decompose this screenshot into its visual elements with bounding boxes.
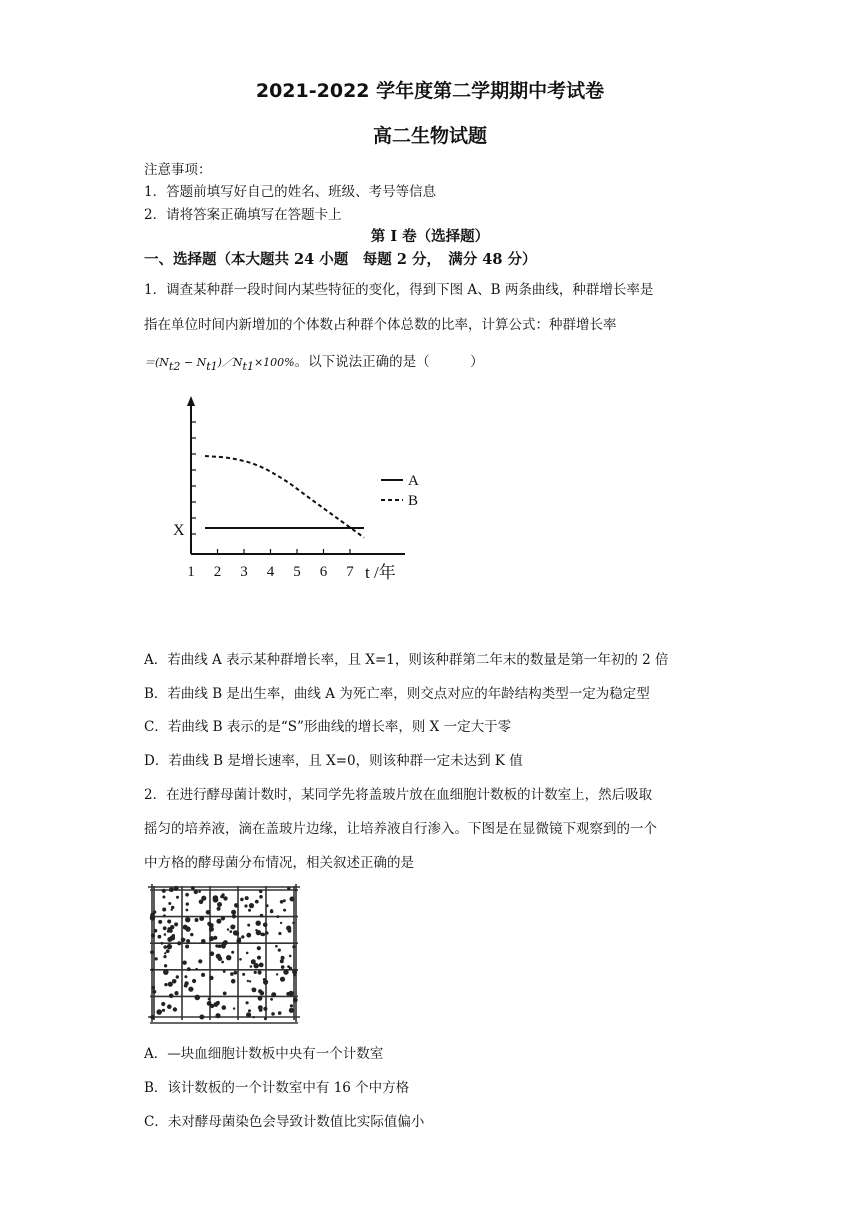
yeast-cell — [277, 915, 280, 918]
yeast-cell — [151, 986, 155, 990]
q1-stem-line2: 指在单位时间内新增加的个体数占种群个体总数的比率，计算公式：种群增长率 — [144, 317, 617, 333]
yeast-cell — [199, 1015, 204, 1020]
yeast-cell — [259, 963, 264, 968]
yeast-cell — [234, 971, 238, 975]
yeast-cell — [256, 921, 261, 926]
yeast-cell — [206, 910, 211, 915]
yeast-cell — [292, 945, 295, 948]
yeast-cell — [199, 916, 204, 921]
yeast-cell — [167, 1004, 172, 1009]
yeast-cell — [276, 973, 278, 975]
q1-option-c: C．若曲线 B 表示的是“S”形曲线的增长率，则 X 一定大于零 — [144, 719, 512, 735]
yeast-cell — [223, 896, 227, 900]
yeast-cell — [185, 945, 189, 949]
yeast-cell — [278, 1011, 282, 1015]
yeast-cell — [170, 925, 174, 929]
q2-stem-line3: 中方格的酵母菌分布情况，相关叙述正确的是 — [144, 855, 414, 871]
yeast-cell — [281, 965, 285, 969]
q1-formula-line — [144, 350, 484, 373]
yeast-cell — [217, 1001, 220, 1004]
q1-stem-line1: 1．调查某种群一段时间内某些特征的变化，得到下图 A、B 两条曲线，种群增长率是 — [144, 282, 654, 298]
yeast-cell — [163, 926, 167, 930]
yeast-cell — [248, 1009, 251, 1012]
yeast-cell — [216, 919, 221, 924]
yeast-cell — [265, 931, 269, 935]
yeast-cell — [258, 996, 263, 1001]
q2-option-c: C．未对酵母菌染色会导致计数值比实际值偏小 — [144, 1114, 425, 1130]
yeast-cell — [229, 930, 232, 933]
yeast-cell — [293, 974, 296, 977]
yeast-cell — [186, 902, 189, 905]
yeast-cell — [255, 900, 259, 904]
yeast-cell — [185, 926, 190, 931]
yeast-cell — [264, 1017, 267, 1020]
yeast-cell — [263, 1007, 267, 1011]
yeast-cell — [290, 897, 295, 902]
yeast-cell — [257, 956, 261, 960]
yeast-cell — [232, 914, 236, 918]
formula-n-t1-denominator: N — [232, 356, 243, 369]
x-tick-label: 1 — [187, 564, 195, 580]
yeast-cell — [198, 890, 201, 893]
yeast-cell — [190, 933, 193, 936]
yeast-cell — [233, 1007, 235, 1009]
yeast-cell — [233, 925, 236, 928]
yeast-cell — [186, 909, 189, 912]
yeast-cell — [191, 886, 195, 890]
yeast-cell — [168, 982, 173, 987]
yeast-cell — [286, 926, 291, 931]
yeast-cell — [223, 970, 226, 973]
x-tick-label: 4 — [266, 564, 275, 580]
yeast-cell — [258, 970, 262, 974]
legend-b-label: B — [408, 493, 419, 509]
notice-item-1: 1．答题前填写好自己的姓名、班级、考号等信息 — [144, 184, 437, 200]
yeast-cell — [280, 959, 284, 963]
yeast-cell — [217, 907, 221, 911]
yeast-cell — [254, 971, 257, 974]
section-title: 一、选择题（本大题共 24 小题 每题 2 分， 满分 48 分） — [144, 251, 537, 268]
yeast-cell — [162, 1009, 165, 1012]
yeast-cell — [155, 957, 158, 960]
yeast-cell — [199, 900, 204, 905]
yeast-cell — [227, 928, 229, 930]
yeast-cell — [169, 994, 174, 999]
formula-n-t2: N — [159, 356, 169, 369]
yeast-cell — [266, 904, 269, 907]
yeast-cell — [213, 895, 219, 901]
formula-divide: )／ — [217, 356, 233, 369]
yeast-cell — [278, 949, 281, 952]
yeast-cell — [169, 887, 174, 892]
yeast-cell — [231, 979, 236, 984]
legend-a-label: A — [408, 473, 419, 489]
part-title: 第 I 卷（选择题） — [370, 228, 490, 245]
yeast-cell — [280, 977, 285, 982]
yeast-cell — [183, 938, 186, 941]
q1-option-d: D．若曲线 B 是增长速率，且 X=0，则该种群一定未达到 K 值 — [144, 753, 523, 769]
x-tick-label: 6 — [319, 564, 328, 580]
hemocytometer-grid-image — [148, 884, 300, 1024]
yeast-cell — [280, 922, 282, 924]
y-marker-label-x: X — [173, 522, 185, 539]
yeast-cell — [174, 991, 178, 995]
yeast-cell — [270, 998, 273, 1001]
yeast-cell — [163, 945, 167, 949]
yeast-cell — [167, 920, 171, 924]
yeast-cell — [221, 916, 225, 920]
yeast-cell — [171, 906, 174, 909]
yeast-cell — [283, 909, 286, 912]
yeast-cell — [198, 959, 202, 963]
y-axis-arrow — [187, 396, 195, 406]
yeast-cell — [283, 899, 286, 902]
yeast-cell — [174, 886, 179, 891]
yeast-cell — [240, 898, 244, 902]
yeast-cell — [163, 969, 169, 975]
yeast-cell — [158, 920, 162, 924]
yeast-cell — [164, 933, 167, 936]
yeast-cell — [195, 995, 201, 1001]
yeast-cell — [176, 896, 179, 899]
q1-option-a: A．若曲线 A 表示某种群增长率，且 X=1，则该种群第二年末的数量是第一年初的 2 倍 — [144, 652, 669, 668]
yeast-cell — [207, 1001, 212, 1006]
yeast-cell — [263, 980, 268, 985]
x-tick-label: 7 — [346, 564, 354, 580]
yeast-cell — [270, 910, 274, 914]
yeast-cell — [208, 998, 211, 1001]
yeast-cell — [246, 933, 251, 938]
yeast-cell — [290, 1004, 293, 1007]
yeast-cell — [187, 967, 191, 971]
yeast-cell — [165, 983, 168, 986]
yeast-cell — [186, 939, 190, 943]
yeast-cell — [259, 890, 263, 894]
yeast-cell — [174, 922, 178, 926]
yeast-cell — [258, 1005, 263, 1010]
yeast-cell — [249, 980, 251, 982]
yeast-cell — [247, 924, 250, 927]
yeast-cell — [167, 944, 172, 949]
yeast-cell — [248, 909, 251, 912]
series-b-line — [205, 456, 364, 538]
yeast-cell — [223, 992, 227, 996]
exam-title: 2021-2022 学年度第二学期期中考试卷 — [255, 80, 605, 102]
yeast-cell — [263, 923, 268, 928]
yeast-cell — [239, 937, 242, 940]
yeast-cell — [275, 945, 278, 948]
yeast-cell — [172, 979, 177, 984]
yeast-cell — [260, 991, 265, 996]
yeast-cell — [217, 902, 222, 907]
yeast-cell — [185, 917, 190, 922]
yeast-cell — [177, 941, 181, 945]
x-tick-label: 3 — [240, 564, 248, 580]
yeast-cell — [251, 959, 256, 964]
yeast-cell — [156, 1009, 162, 1015]
yeast-cell — [242, 973, 245, 976]
yeast-cell — [234, 903, 239, 908]
yeast-cell — [162, 908, 166, 912]
yeast-cell — [218, 956, 223, 961]
notice-heading: 注意事项： — [144, 162, 212, 178]
yeast-cell — [283, 969, 288, 974]
q1-stem-ending: 。以下说法正确的是（ ） — [294, 354, 484, 370]
formula-sub-t2: t2 — [168, 360, 181, 374]
yeast-cell — [173, 1007, 177, 1011]
yeast-cell — [233, 930, 238, 935]
yeast-cell — [231, 910, 236, 915]
yeast-cell — [250, 965, 253, 968]
yeast-cell — [201, 973, 205, 977]
yeast-cell — [185, 893, 189, 897]
yeast-cell — [164, 964, 167, 967]
yeast-cell — [195, 918, 199, 922]
yeast-cell — [163, 955, 166, 958]
yeast-cell — [221, 961, 224, 964]
yeast-cell — [249, 903, 254, 908]
q1-option-b: B．若曲线 B 是出生率，曲线 A 为死亡率，则交点对应的年龄结构类型一定为稳定型 — [144, 686, 650, 702]
yeast-cell — [215, 1013, 220, 1018]
yeast-cell — [271, 992, 276, 997]
yeast-cell — [259, 895, 263, 899]
yeast-cell — [278, 932, 281, 935]
yeast-cell — [246, 952, 249, 955]
q2-stem-line2: 摇匀的培养液，滴在盖玻片边缘，让培养液自行渗入。下图是在显微镜下观察到的一个 — [144, 821, 657, 837]
yeast-cell — [192, 979, 196, 983]
x-tick-label: 2 — [213, 564, 222, 580]
q2-option-a: A．—块血细胞计数板中央有一个计数室 — [144, 1046, 384, 1062]
yeast-cell — [226, 955, 231, 960]
yeast-cell — [246, 1001, 249, 1004]
yeast-cell — [247, 980, 249, 982]
yeast-cell — [252, 1016, 254, 1018]
exam-subtitle: 高二生物试题 — [372, 125, 487, 147]
yeast-cell — [151, 968, 154, 971]
yeast-cell — [218, 944, 222, 948]
yeast-cell — [244, 904, 247, 907]
yeast-cell — [210, 951, 215, 956]
yeast-cell — [292, 922, 295, 925]
formula-sub-t1: t1 — [206, 360, 218, 374]
yeast-cell — [289, 955, 292, 958]
yeast-cell — [295, 889, 297, 891]
formula-n-t1: N — [196, 356, 207, 369]
yeast-cell — [153, 990, 157, 994]
yeast-cell — [209, 976, 213, 980]
yeast-cell — [209, 936, 214, 941]
yeast-cell — [252, 988, 257, 993]
yeast-cell — [164, 952, 166, 954]
formula-open: ＝( — [144, 356, 160, 369]
yeast-cell — [231, 951, 234, 954]
yeast-cell — [161, 1002, 165, 1006]
yeast-cell — [150, 950, 154, 954]
yeast-cell — [257, 946, 261, 950]
yeast-cell — [184, 981, 188, 985]
x-tick-label: 5 — [293, 564, 301, 580]
yeast-cell — [260, 933, 263, 936]
yeast-cell — [158, 935, 162, 939]
yeast-cell — [151, 933, 155, 937]
formula-percent: ×100% — [253, 356, 295, 369]
formula-minus: − — [180, 356, 197, 369]
yeast-cell — [162, 889, 166, 893]
yeast-cell — [246, 1012, 251, 1017]
yeast-cell — [293, 998, 298, 1003]
yeast-cell — [287, 887, 290, 890]
q1-chart — [165, 392, 425, 592]
yeast-cell — [194, 890, 198, 894]
yeast-cell — [209, 927, 214, 932]
yeast-cell — [241, 935, 244, 938]
notice-item-2: 2．请将答案正确填写在答题卡上 — [144, 207, 342, 223]
yeast-cell — [176, 975, 179, 978]
yeast-cell — [245, 896, 249, 900]
yeast-cell — [222, 1005, 227, 1010]
yeast-cell — [188, 987, 193, 992]
yeast-cell — [154, 929, 158, 933]
yeast-cell — [289, 1008, 294, 1013]
yeast-cell — [287, 965, 290, 968]
q2-option-b: B．该计数板的一个计数室中有 16 个中方格 — [144, 1080, 410, 1096]
x-axis-label: t /年 — [365, 563, 396, 582]
yeast-cell — [239, 958, 242, 961]
yeast-cell — [150, 1015, 154, 1019]
yeast-cell — [166, 949, 170, 953]
formula-sub-t1-denominator: t1 — [242, 360, 254, 374]
q2-stem-line1: 2．在进行酵母菌计数时，某同学先将盖玻片放在血细胞计数板的计数室上，然后吸取 — [144, 787, 653, 803]
yeast-cell — [163, 914, 166, 917]
yeast-cell — [255, 929, 257, 931]
yeast-cell — [292, 969, 297, 974]
yeast-cell — [201, 939, 206, 944]
yeast-cell — [184, 975, 187, 978]
yeast-cell — [168, 902, 171, 905]
yeast-cell — [162, 896, 165, 899]
yeast-cell — [223, 940, 228, 945]
yeast-cell — [230, 972, 234, 976]
yeast-cell — [220, 895, 223, 898]
yeast-cell — [161, 942, 164, 945]
yeast-cell — [150, 915, 155, 920]
yeast-cell — [182, 961, 186, 965]
yeast-cell — [288, 991, 293, 996]
yeast-cell — [271, 1012, 275, 1016]
yeast-cell — [195, 968, 198, 971]
yeast-cell — [172, 934, 175, 937]
yeast-cell — [207, 922, 211, 926]
yeast-cell — [260, 914, 264, 918]
